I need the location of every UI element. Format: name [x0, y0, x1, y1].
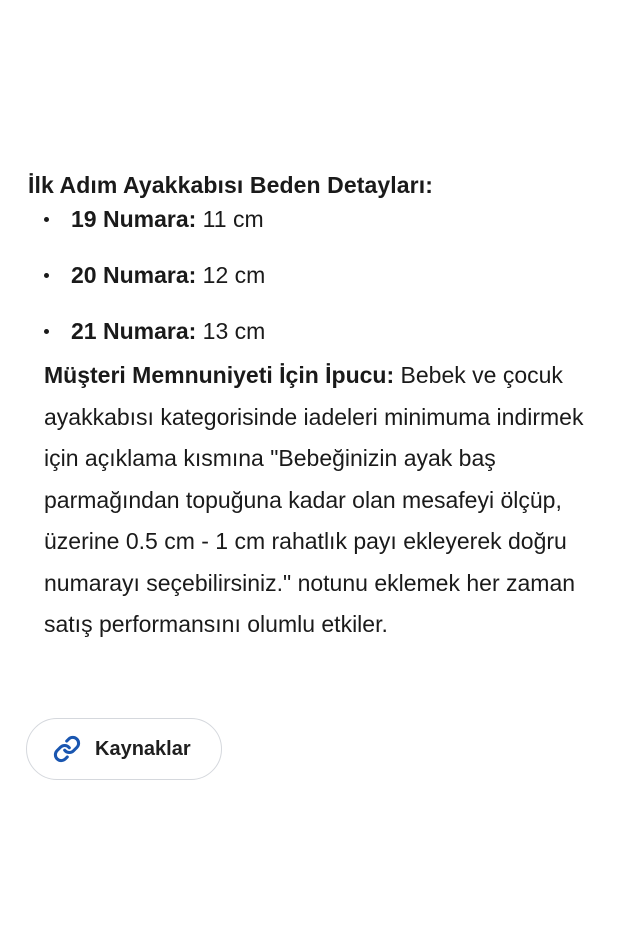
sources-button[interactable] [26, 718, 222, 780]
link-icon [53, 735, 81, 763]
bullet-icon [44, 329, 49, 334]
list-item [28, 258, 608, 292]
tip-label: Müşteri Memnuniyeti İçin İpucu: [44, 362, 395, 388]
section-heading: İlk Adım Ayakkabısı Beden Detayları: [28, 172, 433, 198]
size-label: 20 Numara: [71, 262, 197, 288]
size-label: 19 Numara: [71, 206, 197, 232]
size-list [28, 202, 608, 348]
sources-button-label: Kaynaklar [95, 737, 191, 760]
size-value: 13 cm [196, 318, 266, 344]
tip-text: Bebek ve çocuk ayakkabısı kategorisinde iadeleri minimuma indirmek için açıklama kısmına "Bebeğinizin ayak baş parmağından topuğuna kadar olan mesafeyi ölçüp, üzerine 0.5 cm - 1 cm rahatlık payı ekleyerek doğru numarayı seçebilirsiniz." notunu eklemek her zaman satış performansını olumlu etkiler. [44, 362, 584, 637]
bullet-icon [44, 273, 49, 278]
size-value: 12 cm [196, 262, 266, 288]
bullet-icon [44, 217, 49, 222]
size-label: 21 Numara: [71, 318, 197, 344]
answer-content [28, 168, 608, 646]
tip-paragraph [44, 355, 609, 646]
list-item [28, 314, 608, 348]
list-item [28, 202, 608, 236]
size-value: 11 cm [196, 206, 264, 232]
